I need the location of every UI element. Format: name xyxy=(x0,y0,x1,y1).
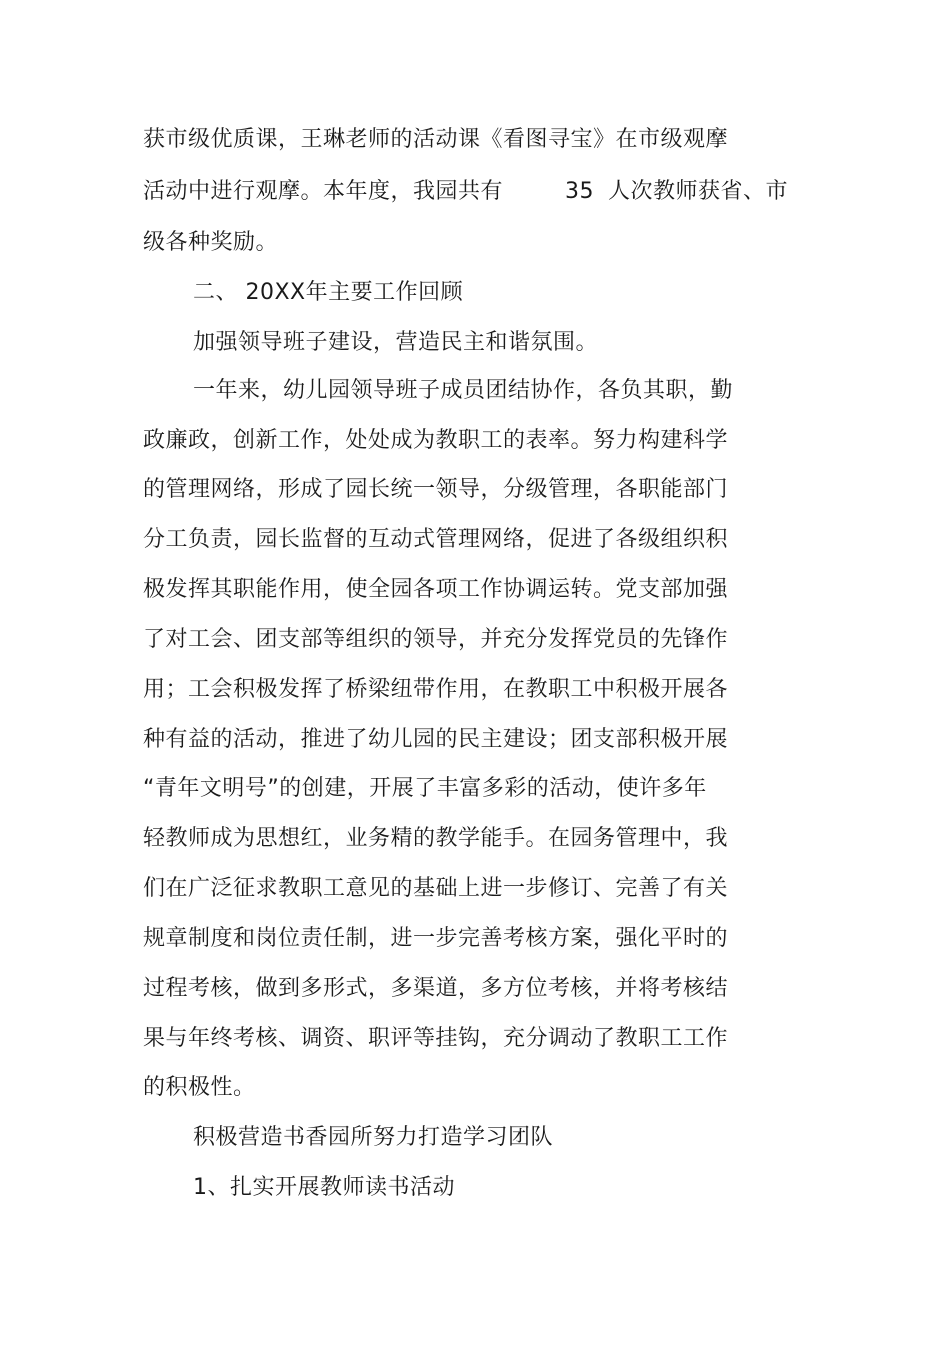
subheading: 积极营造书香园所努力打造学习团队 xyxy=(193,1125,554,1150)
section-heading: 二、 20XX年主要工作回顾 xyxy=(193,280,464,305)
text-line: 们在广泛征求教职工意见的基础上进一步修订、完善了有关 xyxy=(143,876,729,901)
text-line xyxy=(143,177,788,207)
text-line: “青年文明号”的创建，开展了丰富多彩的活动，使许多年 xyxy=(143,776,707,801)
text-line: 种有益的活动，推进了幼儿园的民主建设；团支部积极开展 xyxy=(143,727,729,752)
text-line: 一年来，幼儿园领导班子成员团结协作，各负其职，勤 xyxy=(193,378,734,403)
text-line: 极发挥其职能作用，使全园各项工作协调运转。党支部加强 xyxy=(143,577,729,602)
text-line: 用；工会积极发挥了桥梁纽带作用，在教职工中积极开展各 xyxy=(143,677,729,702)
text-line: 轻教师成为思想红，业务精的教学能手。在园务管理中，我 xyxy=(143,826,729,851)
subheading: 加强领导班子建设，营造民主和谐氛围。 xyxy=(193,330,599,355)
text-line: 政廉政，创新工作，处处成为教职工的表率。努力构建科学 xyxy=(143,428,729,453)
award-count: 35 xyxy=(565,179,595,204)
text-line: 的管理网络，形成了园长统一领导，分级管理，各职能部门 xyxy=(143,477,729,502)
text-line: 级各种奖励。 xyxy=(143,230,279,255)
text-line: 了对工会、团支部等组织的领导，并充分发挥党员的先锋作 xyxy=(143,627,729,652)
text-line: 分工负责，园长监督的互动式管理网络，促进了各级组织积 xyxy=(143,527,729,552)
text-line: 获市级优质课，王琳老师的活动课《看图寻宝》在市级观摩 xyxy=(143,127,729,152)
text-line: 过程考核，做到多形式，多渠道，多方位考核，并将考核结 xyxy=(143,976,729,1001)
list-item-heading: 1、扎实开展教师读书活动 xyxy=(193,1175,455,1200)
text-line: 的积极性。 xyxy=(143,1075,256,1100)
text-segment: 人次教师获省、市 xyxy=(608,179,789,204)
text-line: 果与年终考核、调资、职评等挂钩，充分调动了教职工工作 xyxy=(143,1026,729,1051)
text-line: 规章制度和岗位责任制，进一步完善考核方案，强化平时的 xyxy=(143,926,729,951)
text-segment: 活动中进行观摩。本年度，我园共有 xyxy=(143,179,504,204)
